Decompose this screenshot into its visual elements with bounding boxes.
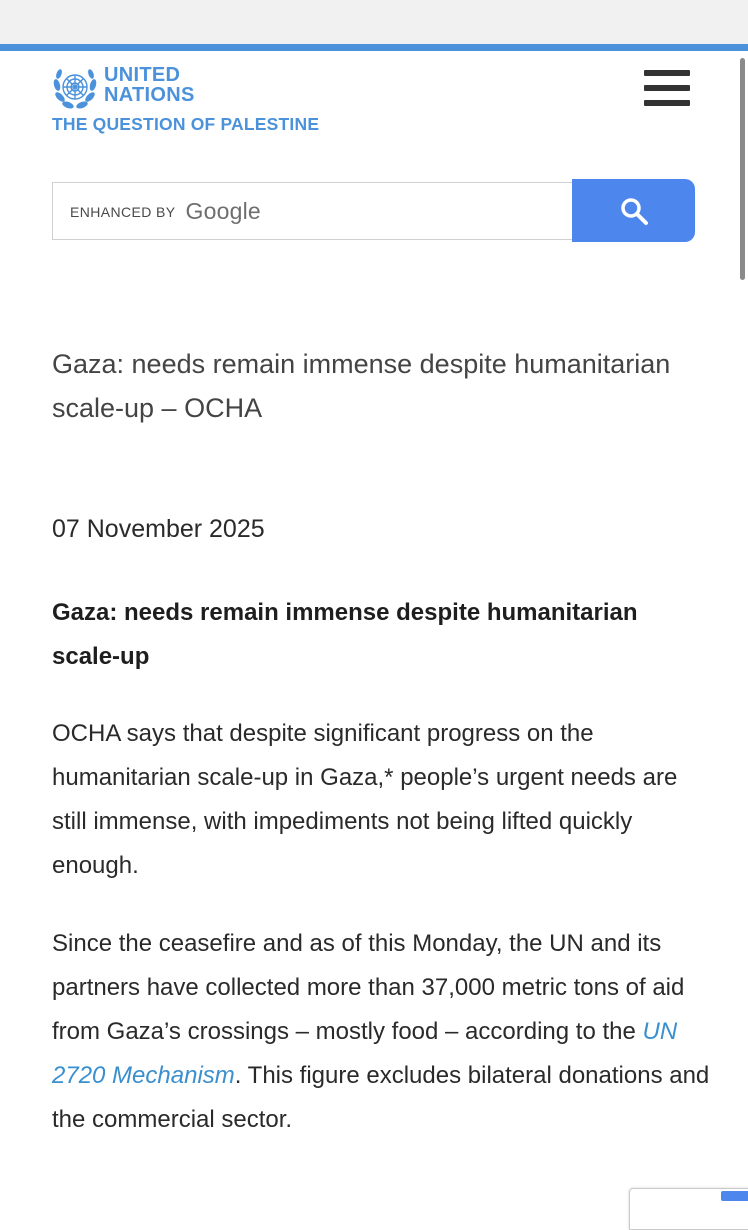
menu-bar — [644, 100, 690, 106]
search-input[interactable] — [52, 182, 572, 240]
un-emblem-icon — [50, 64, 100, 114]
menu-bar — [644, 85, 690, 91]
paragraph-2-text-start: Since the ceasefire and as of this Monday, the UN and its partners have collected more than 37,000 metric tons of aid from Gaza’s crossings – mostly food – according to the — [52, 930, 685, 1045]
corner-widget[interactable] — [629, 1188, 748, 1230]
browser-top-bar — [0, 0, 748, 44]
article-subheading: Gaza: needs remain immense despite humanitarian scale-up — [52, 599, 638, 670]
logo-line-united: UNITED — [104, 64, 181, 86]
header-accent-line — [0, 44, 748, 51]
menu-bar — [644, 70, 690, 76]
page-scrollbar[interactable] — [740, 58, 745, 280]
article-headline: Gaza: needs remain immense despite humanitarian scale-up – OCHA — [52, 349, 671, 423]
article-date: 07 November 2025 — [52, 515, 265, 543]
enhanced-by-label: ENHANCED BY — [70, 204, 176, 220]
un-2720-mechanism-link[interactable]: UN 2720 Mechanism — [52, 1018, 678, 1089]
paragraph-2-text-end: . This figure excludes bilateral donations and the commercial sector. — [52, 1062, 710, 1133]
search-button[interactable] — [572, 179, 695, 242]
un-logo[interactable] — [50, 64, 195, 114]
site-subtitle[interactable]: THE QUESTION OF PALESTINE — [52, 114, 320, 134]
search-icon — [619, 196, 649, 226]
hamburger-menu-icon[interactable] — [644, 70, 690, 106]
article-paragraph-2 — [52, 922, 712, 1142]
article-paragraph-1: OCHA says that despite significant progress on the humanitarian scale-up in Gaza,* people’s urgent needs are still immense, with impediments not being lifted quickly enough. — [52, 720, 678, 879]
google-wordmark: Google — [185, 197, 261, 224]
logo-line-nations: NATIONS — [104, 84, 195, 106]
